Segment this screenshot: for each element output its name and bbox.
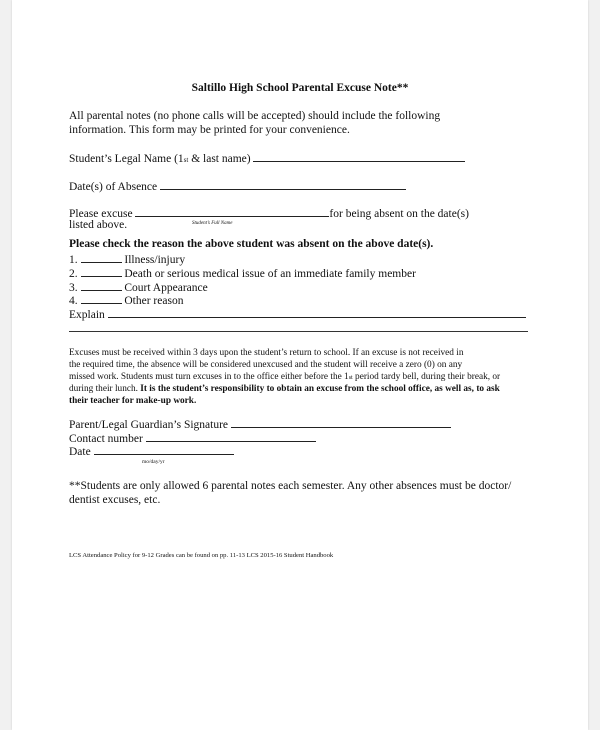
for-being-absent-label: for being absent on the date(s) [329, 208, 469, 220]
policy-line-3: missed work. Students must turn excuses in to the office either before the 1st period tardy bell, during their break, or [69, 372, 501, 382]
student-full-name-line[interactable] [135, 206, 329, 217]
date-field [69, 444, 234, 458]
reason-option: 4. Other reason [69, 295, 184, 307]
reason-option: 2. Death or serious medical issue of an immediate family member [69, 268, 416, 280]
policy-line-5: their teacher for make-up work. [69, 396, 197, 406]
policy-line-4: during their lunch. It is the student’s responsibility to obtain an excuse from the school office, as well as, to ask [69, 384, 500, 394]
legal-name-line[interactable] [253, 151, 465, 162]
legal-name-label: Student’s Legal Name (1st & last name) [69, 153, 251, 165]
policy-line-1: Excuses must be received within 3 days upon the student’s return to school. If an excuse is not received in [69, 348, 464, 358]
footer-note: LCS Attendance Policy for 9-12 Grades can be found on pp. 11-13 LCS 2015-16 Student Handbook [69, 552, 334, 559]
absence-label: Date(s) of Absence [69, 181, 158, 193]
explain-field [69, 307, 526, 321]
policy-line-2: the required time, the absence will be considered unexcused and the student will receive a zero (0) on any [69, 360, 463, 370]
reason-option: 1. Illness/injury [69, 254, 186, 266]
please-excuse-field [69, 206, 469, 220]
legal-name-field [69, 151, 465, 165]
document-page [12, 0, 588, 730]
reason-option: 3. Court Appearance [69, 282, 208, 294]
footnote-line-2: dentist excuses, etc. [69, 494, 161, 506]
guardian-signature-line[interactable] [231, 417, 451, 428]
explain-line-1[interactable] [108, 307, 526, 318]
contact-number-label: Contact number [69, 433, 143, 445]
please-excuse-label: Please excuse [69, 208, 133, 220]
explain-line-2[interactable] [69, 331, 528, 332]
guardian-signature-field [69, 417, 451, 431]
contact-number-line[interactable] [146, 431, 316, 442]
date-line[interactable] [94, 444, 234, 455]
listed-above-label: listed above. [69, 219, 128, 231]
date-label: Date [69, 446, 91, 458]
contact-number-field [69, 431, 316, 445]
reason-heading: Please check the reason the above student was absent on the above date(s). [69, 238, 434, 250]
explain-label: Explain [69, 309, 105, 321]
guardian-signature-label: Parent/Legal Guardian’s Signature [69, 419, 229, 431]
reason-check-line[interactable] [81, 266, 122, 277]
absence-field [69, 179, 406, 193]
date-hint: mo/day/yr [142, 459, 165, 465]
footnote-line-1: **Students are only allowed 6 parental notes each semester. Any other absences must be doctor/ [69, 480, 512, 492]
reason-check-line[interactable] [81, 293, 122, 304]
reason-check-line[interactable] [81, 252, 122, 263]
page-title: Saltillo High School Parental Excuse Note** [191, 82, 409, 94]
intro-line-1: All parental notes (no phone calls will be accepted) should include the following [69, 110, 441, 122]
intro-line-2: information. This form may be printed for your convenience. [69, 124, 350, 136]
full-name-hint: Student’s Full Name [192, 221, 233, 226]
reason-check-line[interactable] [81, 280, 122, 291]
absence-line[interactable] [160, 179, 406, 190]
